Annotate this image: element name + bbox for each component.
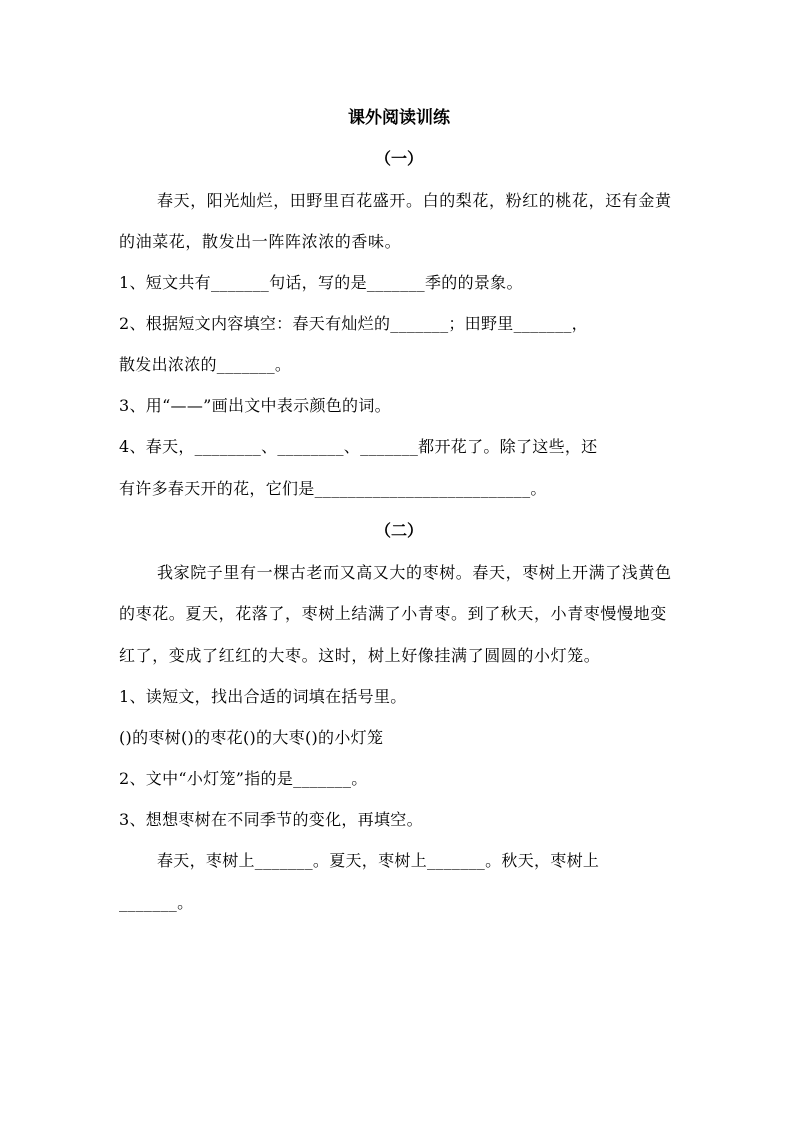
section-two bbox=[119, 510, 679, 924]
worksheet-page bbox=[119, 98, 679, 924]
section-one-question-3: 3、用“——”画出文中表示颜色的词。 bbox=[119, 396, 391, 415]
section-two-question-2: 2、文中“小灯笼”指的是_______。 bbox=[119, 768, 368, 788]
section-two-question-3-fill-line-2: _______。 bbox=[119, 892, 194, 912]
section-two-question-3: 3、想想枣树在不同季节的变化，再填空。 bbox=[119, 809, 423, 829]
section-one-passage: 春天，阳光灿烂，田野里百花盛开。白的梨花，粉红的桃花，还有金黄的油菜花，散发出一阵阵浓浓的香味。 bbox=[119, 191, 672, 251]
page-title: 课外阅读训练 bbox=[348, 108, 450, 128]
section-two-question-3-fill-line-1: 春天，枣树上_______。夏天，枣树上_______。秋天，枣树上 bbox=[157, 850, 600, 870]
section-one-heading: （一） bbox=[374, 149, 423, 168]
section-two-question-1: 1、读短文，找出合适的词填在括号里。 bbox=[119, 686, 407, 706]
section-one-question-1: 1、短文共有_______句话，写的是_______季的的景象。 bbox=[119, 273, 523, 292]
section-one-question-2-line-1: 2、根据短文内容填空：春天有灿烂的_______；田野里_______， bbox=[119, 314, 588, 333]
section-two-passage: 我家院子里有一棵古老而又高又大的枣树。春天，枣树上开满了浅黄色的枣花。夏天，花落了，枣树上结满了小青枣。到了秋天，小青枣慢慢地变红了，变成了红红的大枣。这时，树上好像挂满了圆圆的小灯笼。 bbox=[119, 563, 672, 665]
section-one-question-2-line-2: 散发出浓浓的_______。 bbox=[119, 355, 292, 374]
section-one-question-4-line-2: 有许多春天开的花，它们是__________________________。 bbox=[119, 479, 547, 498]
section-two-heading: （二） bbox=[374, 521, 423, 540]
section-one-question-4-line-1: 4、春天，________、________、_______都开花了。除了这些，还 bbox=[119, 437, 598, 456]
section-one bbox=[119, 138, 679, 510]
section-two-question-1-blanks: ()的枣树()的枣花()的大枣()的小灯笼 bbox=[119, 727, 384, 747]
